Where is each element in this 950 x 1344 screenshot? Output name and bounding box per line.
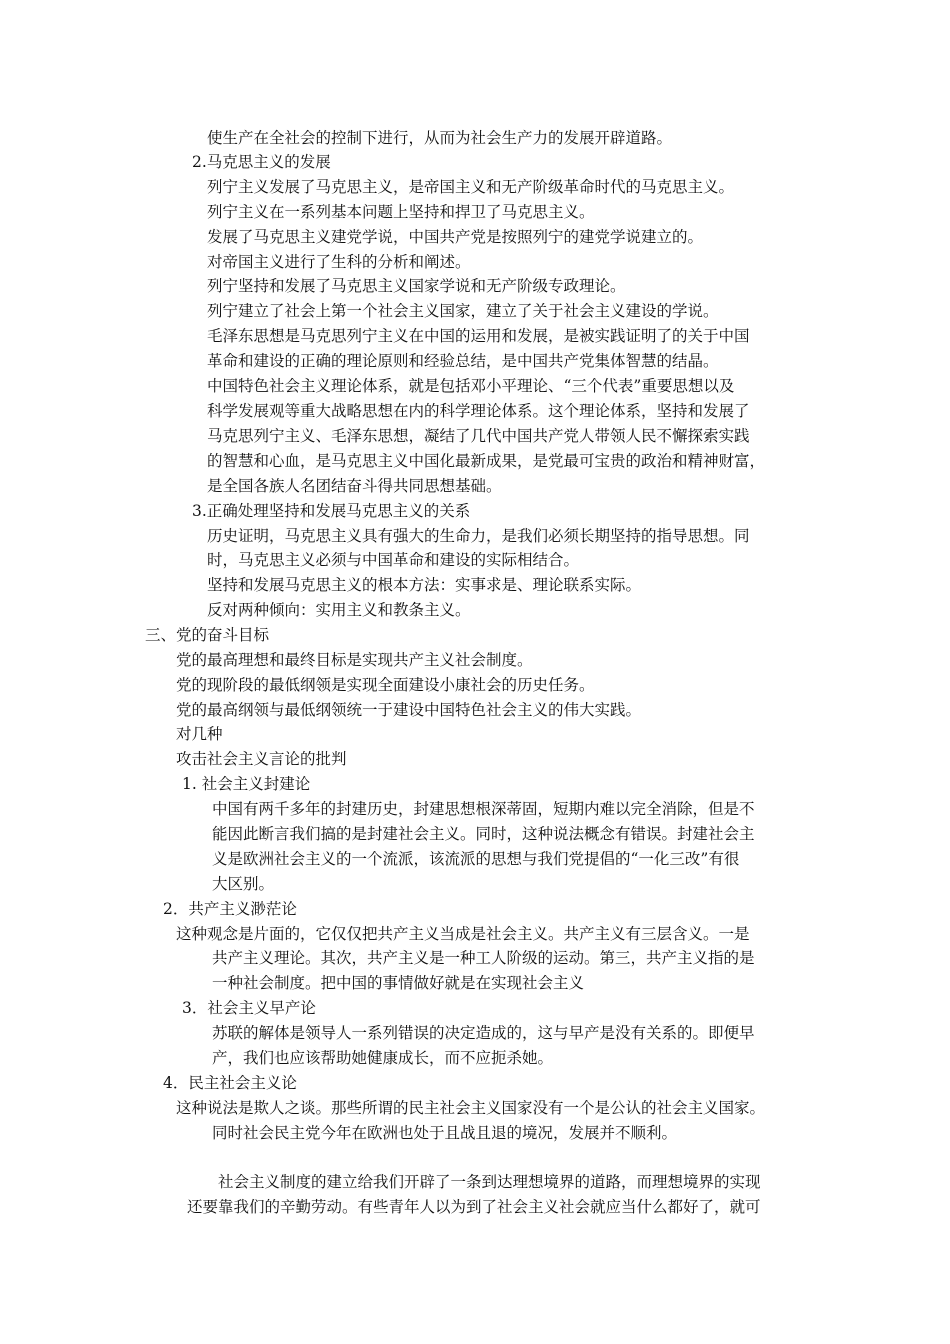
text-line: 马克思列宁主义、毛泽东思想，凝结了几代中国共产党人带领人民不懈探索实践 [207,427,750,445]
text-line: 对帝国主义进行了生科的分析和阐述。 [207,253,471,271]
text-line: 列宁坚持和发展了马克思主义国家学说和无产阶级专政理论。 [207,277,626,295]
text-line: 义是欧洲社会主义的一个流派，该流派的思想与我们党提倡的“一化三改”有很 [212,850,740,868]
text-line: 苏联的解体是领导人一系列错误的决定造成的，这与早产是没有关系的。即便早 [212,1024,755,1042]
text-line: 还要靠我们的辛勤劳动。有些青年人以为到了社会主义社会就应当什么都好了，就可 [187,1198,761,1216]
text-line: 列宁主义发展了马克思主义，是帝国主义和无产阶级革命时代的马克思主义。 [207,178,735,196]
text-line: 中国有两千多年的封建历史，封建思想根深蒂固，短期内难以完全消除，但是不 [212,800,755,818]
text-line: 党的现阶段的最低纲领是实现全面建设小康社会的历史任务。 [176,676,595,694]
list-heading: 4．民主社会主义论 [163,1074,297,1092]
text-line: 毛泽东思想是马克思列宁主义在中国的运用和发展，是被实践证明了的关于中国 [207,327,750,345]
text-line: 历史证明，马克思主义具有强大的生命力，是我们必须长期坚持的指导思想。同 [207,527,750,545]
text-line: 是全国各族人名团结奋斗得共同思想基础。 [207,477,502,495]
text-line: 中国特色社会主义理论体系，就是包括邓小平理论、“三个代表”重要思想以及 [207,377,735,395]
text-line: 攻击社会主义言论的批判 [176,750,347,768]
list-heading: 3．社会主义早产论 [182,999,316,1017]
text-line: 的智慧和心血，是马克思主义中国化最新成果，是党最可宝贵的政治和精神财富， [207,452,766,470]
text-line: 能因此断言我们搞的是封建社会主义。同时，这种说法概念有错误。封建社会主 [212,825,755,843]
text-line: 社会主义制度的建立给我们开辟了一条到达理想境界的道路，而理想境界的实现 [218,1173,761,1191]
text-line: 反对两种倾向：实用主义和教条主义。 [207,601,471,619]
section-heading: 2.马克思主义的发展 [192,153,331,171]
text-line: 时，马克思主义必须与中国革命和建设的实际相结合。 [207,551,580,569]
text-line: 一种社会制度。把中国的事情做好就是在实现社会主义 [212,974,585,992]
chapter-heading: 三、党的奋斗目标 [145,626,270,644]
text-line: 坚持和发展马克思主义的根本方法：实事求是、理论联系实际。 [207,576,642,594]
text-line: 党的最高纲领与最低纲领统一于建设中国特色社会主义的伟大实践。 [176,701,642,719]
text-line: 这种观念是片面的，它仅仅把共产主义当成是社会主义。共产主义有三层含义。一是 [176,925,750,943]
text-line: 大区别。 [212,875,275,893]
text-line: 列宁建立了社会上第一个社会主义国家，建立了关于社会主义建设的学说。 [207,302,719,320]
text-line: 党的最高理想和最终目标是实现共产主义社会制度。 [176,651,533,669]
text-line: 科学发展观等重大战略思想在内的科学理论体系。这个理论体系，坚持和发展了 [207,402,750,420]
text-line: 革命和建设的正确的理论原则和经验总结，是中国共产党集体智慧的结晶。 [207,352,719,370]
text-line: 共产主义理论。其次，共产主义是一种工人阶级的运动。第三，共产主义指的是 [212,949,755,967]
text-line: 列宁主义在一系列基本问题上坚持和捍卫了马克思主义。 [207,203,595,221]
text-line: 同时社会民主党今年在欧洲也处于且战且退的境况，发展并不顺利。 [212,1124,678,1142]
text-line: 对几种 [176,725,223,743]
text-line: 发展了马克思主义建党学说，中国共产党是按照列宁的建党学说建立的。 [207,228,704,246]
text-line: 使生产在全社会的控制下进行，从而为社会生产力的发展开辟道路。 [207,129,673,147]
list-heading: 2．共产主义渺茫论 [163,900,297,918]
text-line: 产，我们也应该帮助她健康成长，而不应扼杀她。 [212,1049,554,1067]
text-line: 这种说法是欺人之谈。那些所谓的民主社会主义国家没有一个是公认的社会主义国家。 [176,1099,766,1117]
list-heading: 1. 社会主义封建论 [182,775,311,793]
section-heading: 3.正确处理坚持和发展马克思主义的关系 [192,502,471,520]
